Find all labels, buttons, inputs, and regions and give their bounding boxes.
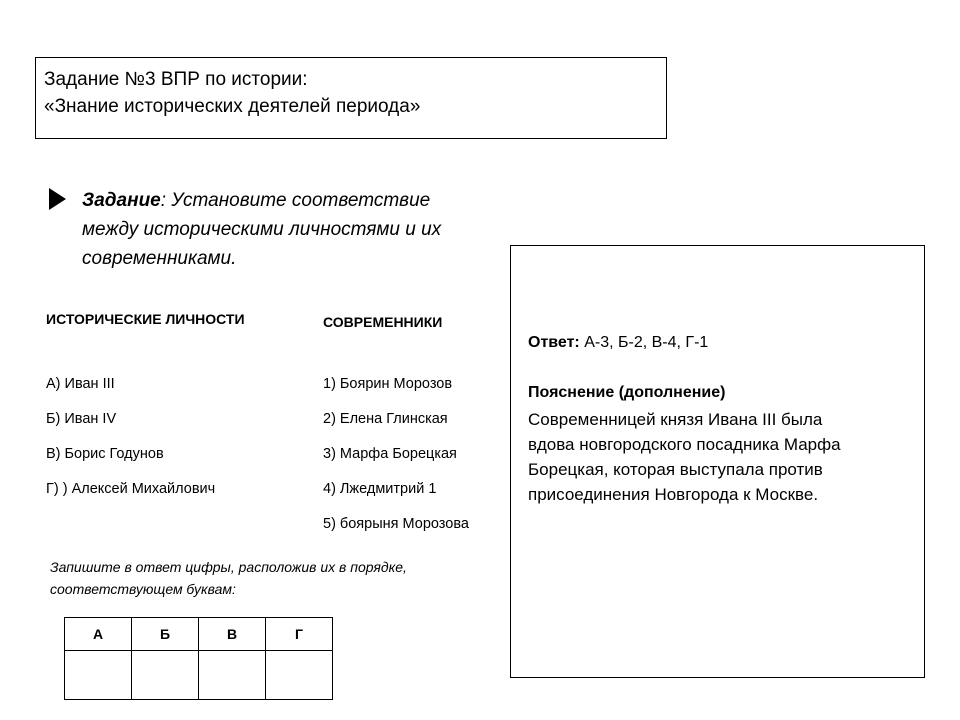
explanation-line-3: Борецкая, которая выступала против [528,460,823,479]
answer-value: А-3, Б-2, В-4, Г-1 [579,334,709,351]
figure-item-v: В) Борис Годунов [46,446,164,462]
task-text-line-3: современниками. [82,248,237,269]
answer-table-header-row [65,618,333,651]
answer-table-input-row [65,651,333,700]
explanation-line-4: присоединения Новгорода к Москве. [528,485,819,504]
contemporaries-header: СОВРЕМЕННИКИ [323,314,443,330]
title-box [35,57,667,139]
contemporary-item-4: 4) Лжедмитрий 1 [323,481,437,497]
title-line-2: «Знание исторических деятелей периода» [44,96,421,117]
task-text [82,186,522,273]
task-text-line-2: между историческими личностями и их [82,219,442,240]
play-arrow-icon [49,188,66,210]
explanation-line-2: вдова новгородского посадника Марфа [528,435,841,454]
task-label: Задание [82,190,161,211]
explanation-line-1: Современницей князя Ивана III была [528,410,823,429]
answer-table-header-a: А [65,618,132,651]
historical-figures-header: ИСТОРИЧЕСКИЕ ЛИЧНОСТИ [46,311,245,327]
answer-table-header-g: Г [266,618,333,651]
answer-table-header-v: В [199,618,266,651]
answer-line [528,333,708,353]
answer-cell-g[interactable] [266,651,333,700]
contemporary-item-3: 3) Марфа Борецкая [323,446,457,462]
title-line-1: Задание №3 ВПР по истории: [44,69,308,90]
explanation-text [528,407,913,507]
figure-item-g: Г) ) Алексей Михайлович [46,481,216,497]
task-text-line-1: : Установите соответствие [160,190,431,211]
answer-table [64,617,333,700]
answer-cell-b[interactable] [132,651,199,700]
figure-item-a: А) Иван III [46,376,115,392]
figure-item-b: Б) Иван IV [46,411,117,427]
contemporary-item-2: 2) Елена Глинская [323,411,448,427]
answer-cell-a[interactable] [65,651,132,700]
answer-label: Ответ: [528,334,580,351]
contemporary-item-5: 5) боярыня Морозова [323,516,469,532]
contemporary-item-1: 1) Боярин Морозов [323,376,453,392]
instruction-line-1: Запишите в ответ цифры, расположив их в порядке, [50,559,407,575]
explanation-title: Пояснение (дополнение) [528,384,726,401]
instruction-line-2: соответствующем буквам: [50,581,236,597]
instruction-text [50,556,500,600]
answer-cell-v[interactable] [199,651,266,700]
answer-table-header-b: Б [132,618,199,651]
